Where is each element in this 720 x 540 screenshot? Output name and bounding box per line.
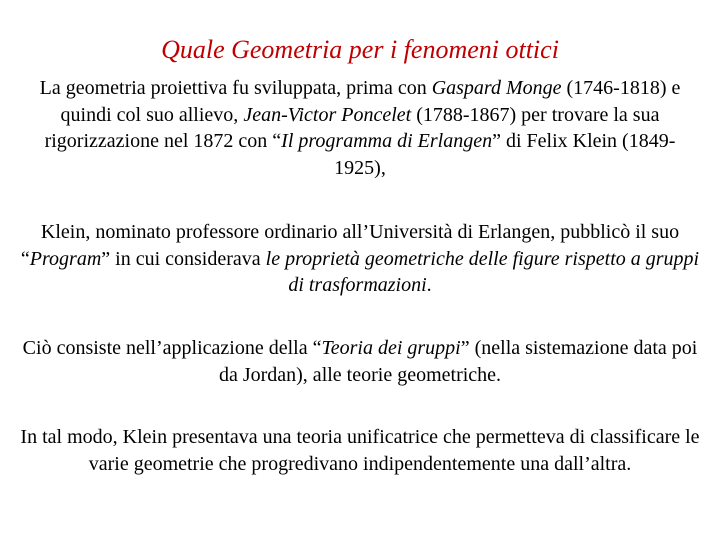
p3-text-2: ” (nella sistemazione data poi da Jordan), alle teorie geometriche. [218,337,698,386]
p1-text-3: (1788-1867) per trovare la sua rigorizzazione nel 1872 con “ [44,103,660,152]
p3-group-theory: Teoria dei gruppi [321,337,461,359]
p1-text-2: (1746-1818) e quindi col suo allievo, [60,77,681,126]
p4-text-1: In tal modo, Klein presentava una teoria unificatrice che permetteva di classificare le varie geometrie che progredivano indipendentemente una dall’altra. [20,426,700,475]
slide-title: Quale Geometria per i fenomeni ottici [161,35,559,64]
p2-program: Program [29,247,102,270]
paragraph-klein-program [20,219,700,299]
p2-text-2: ” in cui considerava [101,247,266,270]
p1-name-poncelet: Jean-Victor Poncelet [243,103,412,126]
p1-name-monge: Gaspard Monge [431,77,562,99]
paragraph-unifying-theory [20,424,700,477]
p2-properties: le proprietà geometriche delle figure rispetto a gruppi di trasformazioni [265,247,700,296]
p1-erlangen-program: Il programma di Erlangen [281,130,493,152]
paragraph-group-theory [20,335,700,388]
p3-text-1: Ciò consiste nell’applicazione della “ [22,337,322,359]
paragraph-projective-geometry [20,75,700,181]
p2-text-1: Klein, nominato professore ordinario all’Università di Erlangen, pubblicò il suo “ [20,221,680,270]
p2-text-3: . [426,274,432,296]
p1-text-1: La geometria proiettiva fu sviluppata, prima con [39,77,432,99]
p1-text-4: ” di Felix Klein (1849-1925), [334,130,676,179]
